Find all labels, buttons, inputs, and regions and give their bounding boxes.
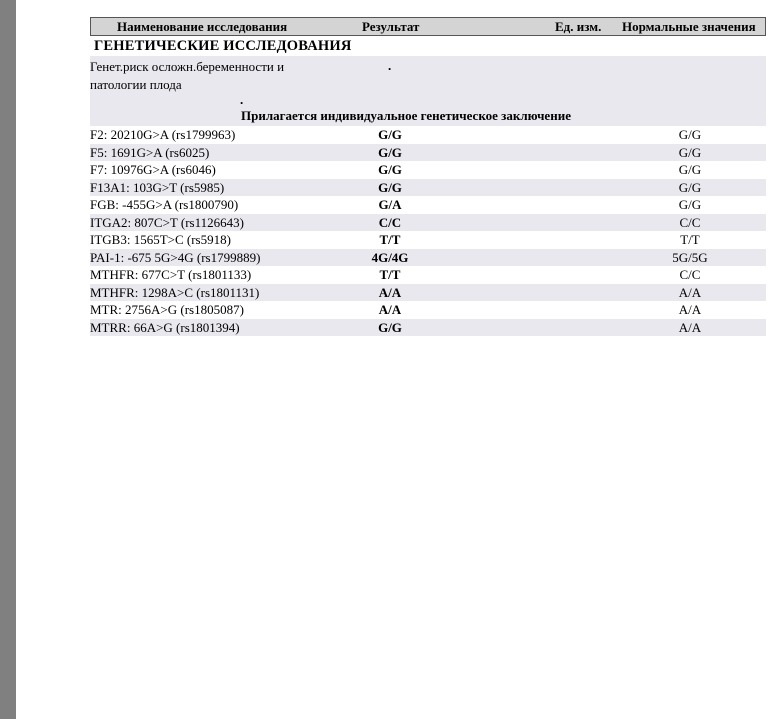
- row-normal-value: G/G: [678, 144, 702, 160]
- header-normal-values: Нормальные значения: [622, 19, 756, 34]
- row-test-name: MTHFR: 1298A>C (rs1801131): [90, 284, 260, 300]
- row-result: G/G: [378, 162, 402, 177]
- table-row: [90, 301, 766, 319]
- table-row: [90, 266, 766, 284]
- section-title: ГЕНЕТИЧЕСКИЕ ИССЛЕДОВАНИЯ: [94, 38, 352, 54]
- table-row: [90, 126, 766, 144]
- table-row: [90, 214, 766, 232]
- table-row: [90, 284, 766, 302]
- table-row: [90, 179, 766, 197]
- row-test-name: F13A1: 103G>T (rs5985): [90, 179, 225, 195]
- table-row: [90, 231, 766, 249]
- row-normal-value: A/A: [678, 302, 702, 317]
- row-result: T/T: [379, 267, 401, 282]
- row-test-name: MTRR: 66A>G (rs1801394): [90, 319, 240, 335]
- row-normal-value: G/G: [678, 179, 702, 195]
- row-test-name: PAI-1: -675 5G>4G (rs1799889): [90, 249, 261, 265]
- row-normal-value: T/T: [680, 232, 700, 247]
- table-row: [90, 319, 766, 337]
- block-second-value: .: [240, 92, 244, 107]
- genetic-risk-block: [90, 56, 766, 126]
- header-unit: Ед. изм.: [555, 19, 602, 34]
- row-normal-value: G/G: [678, 197, 702, 212]
- row-result: G/G: [378, 144, 402, 160]
- row-result: A/A: [378, 284, 402, 300]
- row-normal-value: G/G: [678, 127, 702, 142]
- results-table: [90, 126, 766, 336]
- row-normal-value: 5G/5G: [672, 249, 708, 265]
- table-row: [90, 249, 766, 267]
- table-row: [90, 161, 766, 179]
- row-result: G/A: [378, 197, 402, 212]
- row-normal-value: A/A: [678, 284, 702, 300]
- block-test-name: Генет.риск осложн.беременности и патологии плода: [90, 59, 285, 92]
- row-test-name: F5: 1691G>A (rs6025): [90, 144, 210, 160]
- table-row: [90, 144, 766, 162]
- row-normal-value: G/G: [678, 162, 702, 177]
- row-test-name: FGB: -455G>A (rs1800790): [90, 197, 239, 212]
- row-result: G/G: [378, 179, 402, 195]
- row-result: A/A: [378, 302, 402, 317]
- header-test-name: Наименование исследования: [117, 19, 288, 34]
- page-edge-bar: [0, 0, 16, 719]
- header-result: Результат: [362, 19, 420, 34]
- row-result: T/T: [379, 232, 401, 247]
- row-normal-value: A/A: [678, 319, 702, 335]
- row-normal-value: C/C: [679, 267, 701, 282]
- row-result: 4G/4G: [371, 249, 409, 265]
- row-result: C/C: [378, 214, 402, 230]
- row-normal-value: C/C: [679, 214, 701, 230]
- conclusion-note: Прилагается индивидуальное генетическое заключение: [241, 108, 571, 123]
- row-result: G/G: [378, 319, 402, 335]
- row-test-name: MTHFR: 677C>T (rs1801133): [90, 267, 252, 282]
- row-test-name: ITGB3: 1565T>C (rs5918): [90, 232, 231, 247]
- row-test-name: F7: 10976G>A (rs6046): [90, 162, 216, 177]
- row-test-name: ITGA2: 807C>T (rs1126643): [90, 214, 244, 230]
- row-result: G/G: [378, 127, 402, 142]
- row-test-name: MTR: 2756A>G (rs1805087): [90, 302, 244, 317]
- row-test-name: F2: 20210G>A (rs1799963): [90, 127, 236, 142]
- block-result-value: .: [388, 58, 392, 73]
- table-row: [90, 196, 766, 214]
- table-header: [90, 17, 766, 36]
